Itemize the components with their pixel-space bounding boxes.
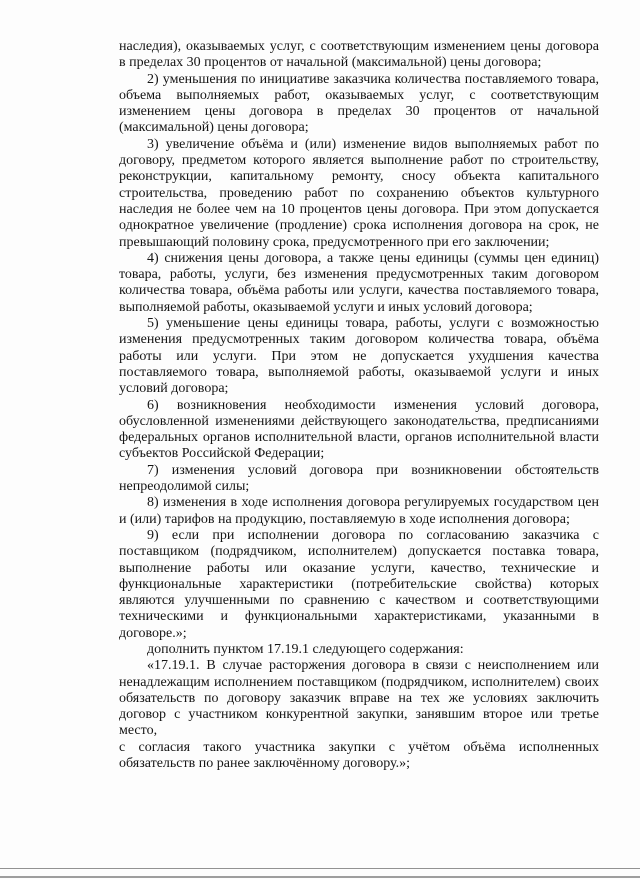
- paragraph-item-3: 3) увеличение объёма и (или) изменение видов выполняемых работ по договору, предметом которого является выполнение работ по строительству, реконструкции, капитальному ремонту, сносу объекта капитального строительства, проведению работ по сохранению объектов культурного наследия не более чем на 10 процентов цены договора. При этом допускается однократное увеличение (продление) срока исполнения договора на срок, не превышающий половину срока, предусмотренного при его заключении;: [119, 136, 599, 250]
- paragraph-amendment-intro: дополнить пунктом 17.19.1 следующего содержания:: [147, 641, 464, 657]
- scan-edge-line-bottom: [0, 876, 640, 878]
- scan-edge-line: [0, 868, 640, 869]
- paragraph-clause-17-19-1: «17.19.1. В случае расторжения договора в связи с неисполнением или ненадлежащим исполнением поставщиком (подрядчиком, исполнителем) своих обязательств по договору заказчик вправе на тех же условиях заключить договор с участником конкурентной закупки, занявшим второе или третье место,: [119, 658, 599, 739]
- document-body: [119, 39, 599, 772]
- paragraph-item-9: 9) если при исполнении договора по согласованию заказчика с поставщиком (подрядчиком, исполнителем) допускается поставка товара, выполнение работы или оказание услуги, качество, технические и функциональные характеристики (потребительские свойства) которых являются улучшенными по сравнению с качеством и соответствующими техническими и функциональными характеристиками, указанными в договоре.»;: [119, 527, 599, 641]
- paragraph-continuation: наследия), оказываемых услуг, с соответствующим изменением цены договора в пределах 30 процентов от начальной (максимальной) цены договора;: [119, 39, 599, 71]
- paragraph-item-5: 5) уменьшение цены единицы товара, работы, услуги с возможностью изменения предусмотренных таким договором количества товара, объёма работы или услуги. При этом не допускается ухудшения качества поставляемого товара, выполняемой работы, оказываемой услуги и иных условий договора;: [119, 316, 599, 397]
- paragraph-item-2: 2) уменьшения по инициативе заказчика количества поставляемого товара, объема выполняемых работ, оказываемых услуг, с соответствующим изменением цены договора в пределах 30 процентов от начальной (максимальной) цены договора;: [119, 71, 599, 136]
- paragraph-clause-17-19-1-end: с согласия такого участника закупки с учётом объёма исполненных обязательств по ранее заключённому договору.»;: [119, 739, 599, 772]
- paragraph-item-8: 8) изменения в ходе исполнения договора регулируемых государством цен и (или) тарифов на продукцию, поставляемую в ходе исполнения договора;: [119, 495, 599, 527]
- paragraph-item-7: 7) изменения условий договора при возникновении обстоятельств непреодолимой силы;: [119, 462, 599, 495]
- paragraph-item-6: 6) возникновения необходимости изменения условий договора, обусловленной изменениями действующего законодательства, предписаниями федеральных органов исполнительной власти, органов исполнительной власти субъектов Российской Федерации;: [119, 397, 599, 462]
- paragraph-item-4: 4) снижения цены договора, а также цены единицы (суммы цен единиц) товара, работы, услуги, без изменения предусмотренных таким договором количества товара, объёма работы или услуги, качества поставляемого товара, выполняемой работы, оказываемой услуги и иных условий договора;: [119, 250, 599, 315]
